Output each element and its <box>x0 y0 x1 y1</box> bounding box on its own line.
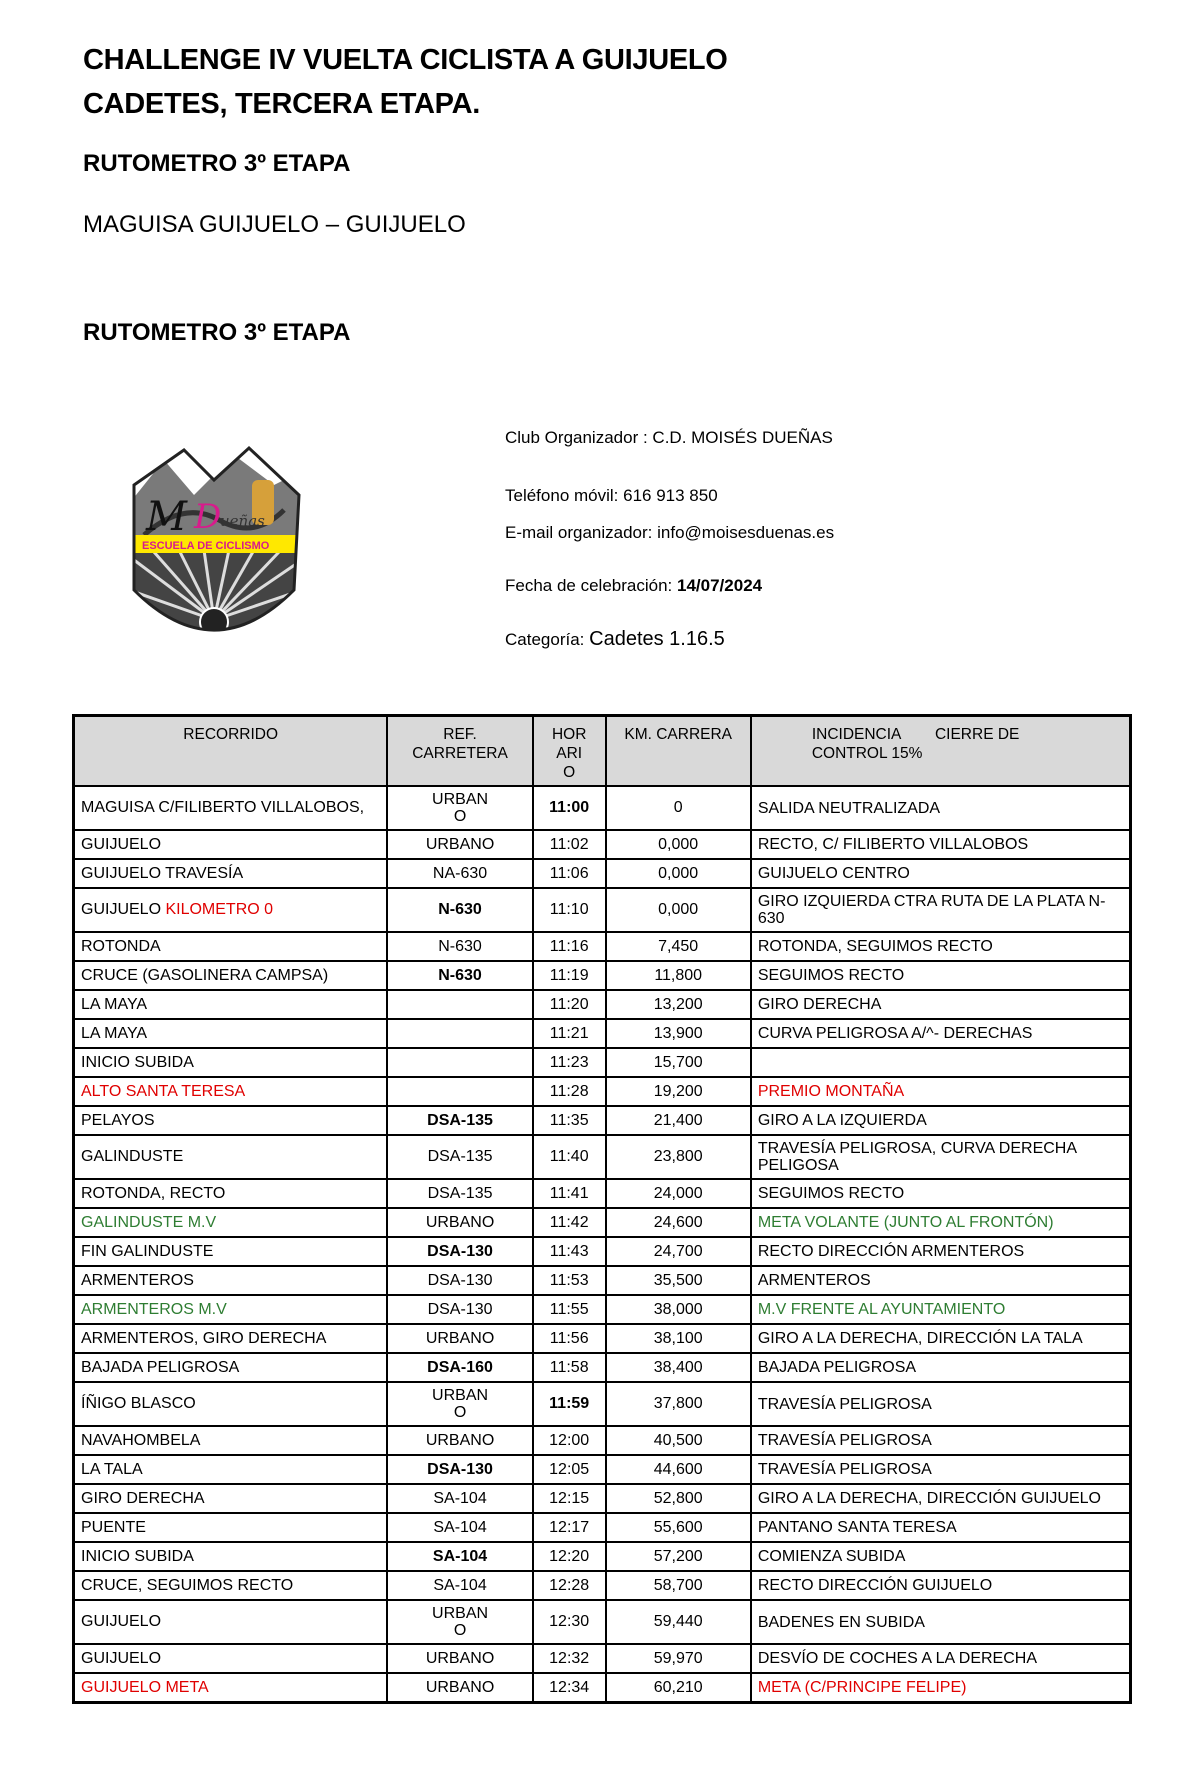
svg-text:ESCUELA DE CICLISMO: ESCUELA DE CICLISMO <box>142 540 270 552</box>
cell-recorrido <box>74 1135 388 1179</box>
cell-km: 38,000 <box>606 1295 751 1324</box>
cell-ref: URBAN O <box>387 1600 533 1644</box>
recorrido-text: ÍÑIGO BLASCO <box>81 1395 196 1412</box>
recorrido-text: INICIO SUBIDA <box>81 1547 194 1565</box>
header-horario-line3: O <box>563 764 576 781</box>
cell-incidencia: GIRO A LA DERECHA, DIRECCIÓN LA TALA <box>751 1324 1131 1353</box>
cell-km: 0 <box>606 786 751 830</box>
cell-recorrido <box>74 1077 388 1106</box>
cell-km: 15,700 <box>606 1048 751 1077</box>
cell-recorrido <box>74 932 388 961</box>
table-row <box>74 1571 1131 1600</box>
cell-hora: 12:32 <box>533 1644 606 1673</box>
recorrido-text: NAVAHOMBELA <box>81 1431 201 1449</box>
table-row <box>74 1048 1131 1077</box>
recorrido-text: PELAYOS <box>81 1111 155 1129</box>
cell-incidencia: PANTANO SANTA TERESA <box>751 1513 1131 1542</box>
cell-hora: 11:19 <box>533 961 606 990</box>
cell-hora: 11:53 <box>533 1266 606 1295</box>
cell-recorrido <box>74 1324 388 1353</box>
cell-recorrido <box>74 830 388 859</box>
recorrido-text: GUIJUELO <box>81 1649 162 1667</box>
cell-hora: 11:40 <box>533 1135 606 1179</box>
category-label: Categoría: <box>505 630 585 649</box>
recorrido-text: GUIJUELO <box>81 835 162 853</box>
recorrido-text: GALINDUSTE <box>81 1148 184 1165</box>
table-row <box>74 1484 1131 1513</box>
cell-ref: DSA-130 <box>387 1455 533 1484</box>
table-row <box>74 1295 1131 1324</box>
table-row <box>74 1644 1131 1673</box>
cell-hora: 12:34 <box>533 1673 606 1703</box>
route-table <box>72 714 1132 1704</box>
recorrido-extra-text: KILOMETRO 0 <box>161 901 274 918</box>
table-row <box>74 786 1131 830</box>
cell-incidencia: RECTO DIRECCIÓN GUIJUELO <box>751 1571 1131 1600</box>
cell-km: 60,210 <box>606 1673 751 1703</box>
cell-km: 59,440 <box>606 1600 751 1644</box>
table-row <box>74 1135 1131 1179</box>
cell-km: 21,400 <box>606 1106 751 1135</box>
club-logo <box>124 440 304 650</box>
table-row <box>74 1426 1131 1455</box>
cell-recorrido <box>74 1106 388 1135</box>
cell-incidencia: SEGUIMOS RECTO <box>751 961 1131 990</box>
cell-recorrido <box>74 1266 388 1295</box>
header-horario <box>533 716 606 787</box>
cell-incidencia: ROTONDA, SEGUIMOS RECTO <box>751 932 1131 961</box>
cell-km: 44,600 <box>606 1455 751 1484</box>
cell-incidencia: PREMIO MONTAÑA <box>751 1077 1131 1106</box>
cell-hora: 11:28 <box>533 1077 606 1106</box>
cell-hora: 12:00 <box>533 1426 606 1455</box>
cell-ref: SA-104 <box>387 1513 533 1542</box>
cell-incidencia: TRAVESÍA PELIGROSA <box>751 1455 1131 1484</box>
svg-text:ueñas: ueñas <box>220 512 265 530</box>
cell-incidencia: BAJADA PELIGROSA <box>751 1353 1131 1382</box>
cell-ref: N-630 <box>387 961 533 990</box>
cell-recorrido <box>74 1644 388 1673</box>
category-value: Cadetes 1.16.5 <box>589 628 725 650</box>
cell-incidencia: TRAVESÍA PELIGROSA <box>751 1382 1131 1426</box>
recorrido-text: GUIJUELO TRAVESÍA <box>81 864 244 882</box>
cell-km: 57,200 <box>606 1542 751 1571</box>
cell-km: 0,000 <box>606 888 751 932</box>
table-row <box>74 1266 1131 1295</box>
recorrido-text: BAJADA PELIGROSA <box>81 1358 240 1376</box>
header-incidencia <box>751 716 1131 787</box>
email-label: E-mail organizador: <box>505 523 653 542</box>
recorrido-text: CRUCE, SEGUIMOS RECTO <box>81 1576 294 1594</box>
cell-incidencia: META (C/PRINCIPE FELIPE) <box>751 1673 1131 1703</box>
cell-incidencia: SEGUIMOS RECTO <box>751 1179 1131 1208</box>
cell-recorrido <box>74 786 388 830</box>
cell-hora: 11:20 <box>533 990 606 1019</box>
table-row <box>74 1673 1131 1703</box>
table-row <box>74 1019 1131 1048</box>
cell-hora: 12:30 <box>533 1600 606 1644</box>
recorrido-text: MAGUISA C/FILIBERTO VILLALOBOS, <box>81 799 365 816</box>
cell-km: 24,000 <box>606 1179 751 1208</box>
recorrido-text: ROTONDA, RECTO <box>81 1184 226 1202</box>
cell-km: 40,500 <box>606 1426 751 1455</box>
cell-ref <box>387 990 533 1019</box>
cell-ref: URBAN O <box>387 1382 533 1426</box>
cell-recorrido <box>74 1295 388 1324</box>
cell-incidencia: RECTO DIRECCIÓN ARMENTEROS <box>751 1237 1131 1266</box>
club-info <box>505 428 833 448</box>
recorrido-text: ALTO SANTA TERESA <box>81 1082 246 1100</box>
cell-ref: DSA-135 <box>387 1106 533 1135</box>
cell-hora: 11:02 <box>533 830 606 859</box>
document-title <box>83 38 728 126</box>
table-row <box>74 1600 1131 1644</box>
cell-recorrido <box>74 1571 388 1600</box>
cell-km: 59,970 <box>606 1644 751 1673</box>
date-label: Fecha de celebración: <box>505 576 673 595</box>
cell-ref: URBANO <box>387 1324 533 1353</box>
cell-ref: URBAN O <box>387 786 533 830</box>
cell-ref: SA-104 <box>387 1542 533 1571</box>
cell-km: 35,500 <box>606 1266 751 1295</box>
cell-hora: 12:15 <box>533 1484 606 1513</box>
table-row <box>74 1077 1131 1106</box>
cell-incidencia: COMIENZA SUBIDA <box>751 1542 1131 1571</box>
cell-hora: 12:20 <box>533 1542 606 1571</box>
recorrido-text: LA MAYA <box>81 1024 148 1042</box>
recorrido-text: GALINDUSTE M.V <box>81 1213 217 1231</box>
table-row <box>74 990 1131 1019</box>
cell-km: 23,800 <box>606 1135 751 1179</box>
cell-hora: 11:43 <box>533 1237 606 1266</box>
cell-incidencia: CURVA PELIGROSA A/^- DERECHAS <box>751 1019 1131 1048</box>
cell-hora: 11:10 <box>533 888 606 932</box>
cell-incidencia: BADENES EN SUBIDA <box>751 1600 1131 1644</box>
recorrido-text: CRUCE (GASOLINERA CAMPSA) <box>81 966 329 984</box>
recorrido-text: GUIJUELO <box>81 901 162 918</box>
cell-km: 38,100 <box>606 1324 751 1353</box>
route-name: MAGUISA GUIJUELO – GUIJUELO <box>83 211 466 238</box>
cell-incidencia: M.V FRENTE AL AYUNTAMIENTO <box>751 1295 1131 1324</box>
table-row <box>74 1353 1131 1382</box>
cell-incidencia: SALIDA NEUTRALIZADA <box>751 786 1131 830</box>
cell-recorrido <box>74 1542 388 1571</box>
table-row <box>74 888 1131 932</box>
header-horario-line1: HOR <box>551 726 587 743</box>
club-value: C.D. MOISÉS DUEÑAS <box>652 428 833 447</box>
cell-km: 55,600 <box>606 1513 751 1542</box>
cell-hora: 11:35 <box>533 1106 606 1135</box>
cell-hora: 11:00 <box>533 786 606 830</box>
cell-km: 19,200 <box>606 1077 751 1106</box>
header-incidencia-line2: CONTROL 15% <box>811 745 923 762</box>
email-value: info@moisesduenas.es <box>657 523 835 542</box>
svg-text:M: M <box>146 494 187 540</box>
cell-hora: 11:16 <box>533 932 606 961</box>
cell-hora: 11:59 <box>533 1382 606 1426</box>
cell-ref <box>387 1077 533 1106</box>
cell-recorrido <box>74 1019 388 1048</box>
cell-km: 13,200 <box>606 990 751 1019</box>
svg-text:D: D <box>194 497 222 537</box>
table-row <box>74 1513 1131 1542</box>
cell-hora: 12:28 <box>533 1571 606 1600</box>
recorrido-text: ROTONDA <box>81 937 161 955</box>
table-row <box>74 830 1131 859</box>
cell-ref: SA-104 <box>387 1484 533 1513</box>
table-row <box>74 1208 1131 1237</box>
table-row <box>74 1542 1131 1571</box>
table-row <box>74 961 1131 990</box>
cell-km: 0,000 <box>606 859 751 888</box>
cell-incidencia: TRAVESÍA PELIGROSA <box>751 1426 1131 1455</box>
route-table-body <box>74 786 1131 1703</box>
table-row <box>74 1237 1131 1266</box>
cell-recorrido <box>74 990 388 1019</box>
cell-hora: 11:21 <box>533 1019 606 1048</box>
recorrido-text: PUENTE <box>81 1518 146 1536</box>
table-row <box>74 932 1131 961</box>
cell-ref: NA-630 <box>387 859 533 888</box>
recorrido-text: ARMENTEROS <box>81 1271 194 1289</box>
header-ref <box>387 716 533 787</box>
cell-incidencia: META VOLANTE (JUNTO AL FRONTÓN) <box>751 1208 1131 1237</box>
cell-ref: DSA-130 <box>387 1266 533 1295</box>
cell-hora: 12:17 <box>533 1513 606 1542</box>
cell-recorrido <box>74 961 388 990</box>
recorrido-text: ARMENTEROS M.V <box>81 1300 227 1318</box>
cell-incidencia: DESVÍO DE COCHES A LA DERECHA <box>751 1644 1131 1673</box>
table-row <box>74 859 1131 888</box>
header-incidencia-line1: INCIDENCIA CIERRE DE <box>811 726 1020 743</box>
cell-incidencia: TRAVESÍA PELIGROSA, CURVA DERECHA PELIGOSA <box>751 1135 1131 1179</box>
cell-ref: DSA-160 <box>387 1353 533 1382</box>
cell-ref: SA-104 <box>387 1571 533 1600</box>
cell-ref: URBANO <box>387 1208 533 1237</box>
cell-ref: URBANO <box>387 1426 533 1455</box>
cell-ref: DSA-130 <box>387 1237 533 1266</box>
table-row <box>74 1455 1131 1484</box>
header-horario-line2: ARI <box>556 745 583 762</box>
cell-recorrido <box>74 1179 388 1208</box>
cell-hora: 11:58 <box>533 1353 606 1382</box>
cell-km: 13,900 <box>606 1019 751 1048</box>
cell-incidencia: GIRO A LA DERECHA, DIRECCIÓN GUIJUELO <box>751 1484 1131 1513</box>
cell-km: 37,800 <box>606 1382 751 1426</box>
recorrido-text: FIN GALINDUSTE <box>81 1242 214 1260</box>
cell-km: 0,000 <box>606 830 751 859</box>
cell-ref: N-630 <box>387 888 533 932</box>
cell-km: 7,450 <box>606 932 751 961</box>
cell-incidencia: RECTO, C/ FILIBERTO VILLALOBOS <box>751 830 1131 859</box>
cell-ref: DSA-135 <box>387 1135 533 1179</box>
cell-hora: 11:55 <box>533 1295 606 1324</box>
cell-ref: URBANO <box>387 830 533 859</box>
cell-recorrido <box>74 1673 388 1703</box>
table-row <box>74 1382 1131 1426</box>
cell-km: 38,400 <box>606 1353 751 1382</box>
cell-recorrido <box>74 888 388 932</box>
title-line-1: CHALLENGE IV VUELTA CICLISTA A GUIJUELO <box>83 44 728 76</box>
date-value: 14/07/2024 <box>677 576 763 595</box>
cell-recorrido <box>74 1426 388 1455</box>
cell-hora: 11:23 <box>533 1048 606 1077</box>
recorrido-text: INICIO SUBIDA <box>81 1053 194 1071</box>
table-header-row <box>74 716 1131 787</box>
club-label: Club Organizador : <box>505 428 648 447</box>
cell-incidencia: GUIJUELO CENTRO <box>751 859 1131 888</box>
cell-incidencia: GIRO DERECHA <box>751 990 1131 1019</box>
cell-recorrido <box>74 1208 388 1237</box>
cell-hora: 11:42 <box>533 1208 606 1237</box>
cell-km: 24,600 <box>606 1208 751 1237</box>
cell-recorrido <box>74 859 388 888</box>
cell-hora: 11:56 <box>533 1324 606 1353</box>
cell-incidencia: GIRO IZQUIERDA CTRA RUTA DE LA PLATA N-630 <box>751 888 1131 932</box>
cell-recorrido <box>74 1382 388 1426</box>
recorrido-text: LA TALA <box>81 1460 143 1478</box>
phone-info <box>505 486 718 506</box>
cell-incidencia <box>751 1048 1131 1077</box>
cell-ref: DSA-135 <box>387 1179 533 1208</box>
cell-km: 52,800 <box>606 1484 751 1513</box>
recorrido-text: GUIJUELO <box>81 1613 162 1630</box>
cell-hora: 12:05 <box>533 1455 606 1484</box>
recorrido-text: ARMENTEROS, GIRO DERECHA <box>81 1329 327 1347</box>
cell-km: 58,700 <box>606 1571 751 1600</box>
cell-recorrido <box>74 1513 388 1542</box>
header-km: KM. CARRERA <box>606 716 751 787</box>
table-row <box>74 1106 1131 1135</box>
recorrido-text: LA MAYA <box>81 995 148 1013</box>
cell-km: 11,800 <box>606 961 751 990</box>
category-info <box>505 628 725 651</box>
title-line-2: CADETES, TERCERA ETAPA. <box>83 88 480 120</box>
header-ref-line1: REF. <box>443 726 477 743</box>
header-ref-line2: CARRETERA <box>412 745 508 762</box>
recorrido-text: GIRO DERECHA <box>81 1489 205 1507</box>
cell-ref: DSA-130 <box>387 1295 533 1324</box>
cell-ref: URBANO <box>387 1644 533 1673</box>
section-heading-2: RUTOMETRO 3º ETAPA <box>83 319 351 346</box>
cell-recorrido <box>74 1455 388 1484</box>
cell-recorrido <box>74 1353 388 1382</box>
cell-recorrido <box>74 1237 388 1266</box>
cell-hora: 11:41 <box>533 1179 606 1208</box>
recorrido-text: GUIJUELO META <box>81 1678 209 1696</box>
cell-ref: URBANO <box>387 1673 533 1703</box>
cell-incidencia: ARMENTEROS <box>751 1266 1131 1295</box>
cell-hora: 11:06 <box>533 859 606 888</box>
cell-incidencia: GIRO A LA IZQUIERDA <box>751 1106 1131 1135</box>
date-info <box>505 576 762 596</box>
table-row <box>74 1179 1131 1208</box>
cell-ref <box>387 1048 533 1077</box>
email-info <box>505 523 834 543</box>
section-heading-1: RUTOMETRO 3º ETAPA <box>83 150 351 177</box>
cell-ref: N-630 <box>387 932 533 961</box>
cell-km: 24,700 <box>606 1237 751 1266</box>
cell-recorrido <box>74 1600 388 1644</box>
cell-ref <box>387 1019 533 1048</box>
cell-recorrido <box>74 1048 388 1077</box>
table-row <box>74 1324 1131 1353</box>
phone-value: 616 913 850 <box>623 486 718 505</box>
phone-label: Teléfono móvil: <box>505 486 619 505</box>
cell-recorrido <box>74 1484 388 1513</box>
header-recorrido: RECORRIDO <box>74 716 388 787</box>
